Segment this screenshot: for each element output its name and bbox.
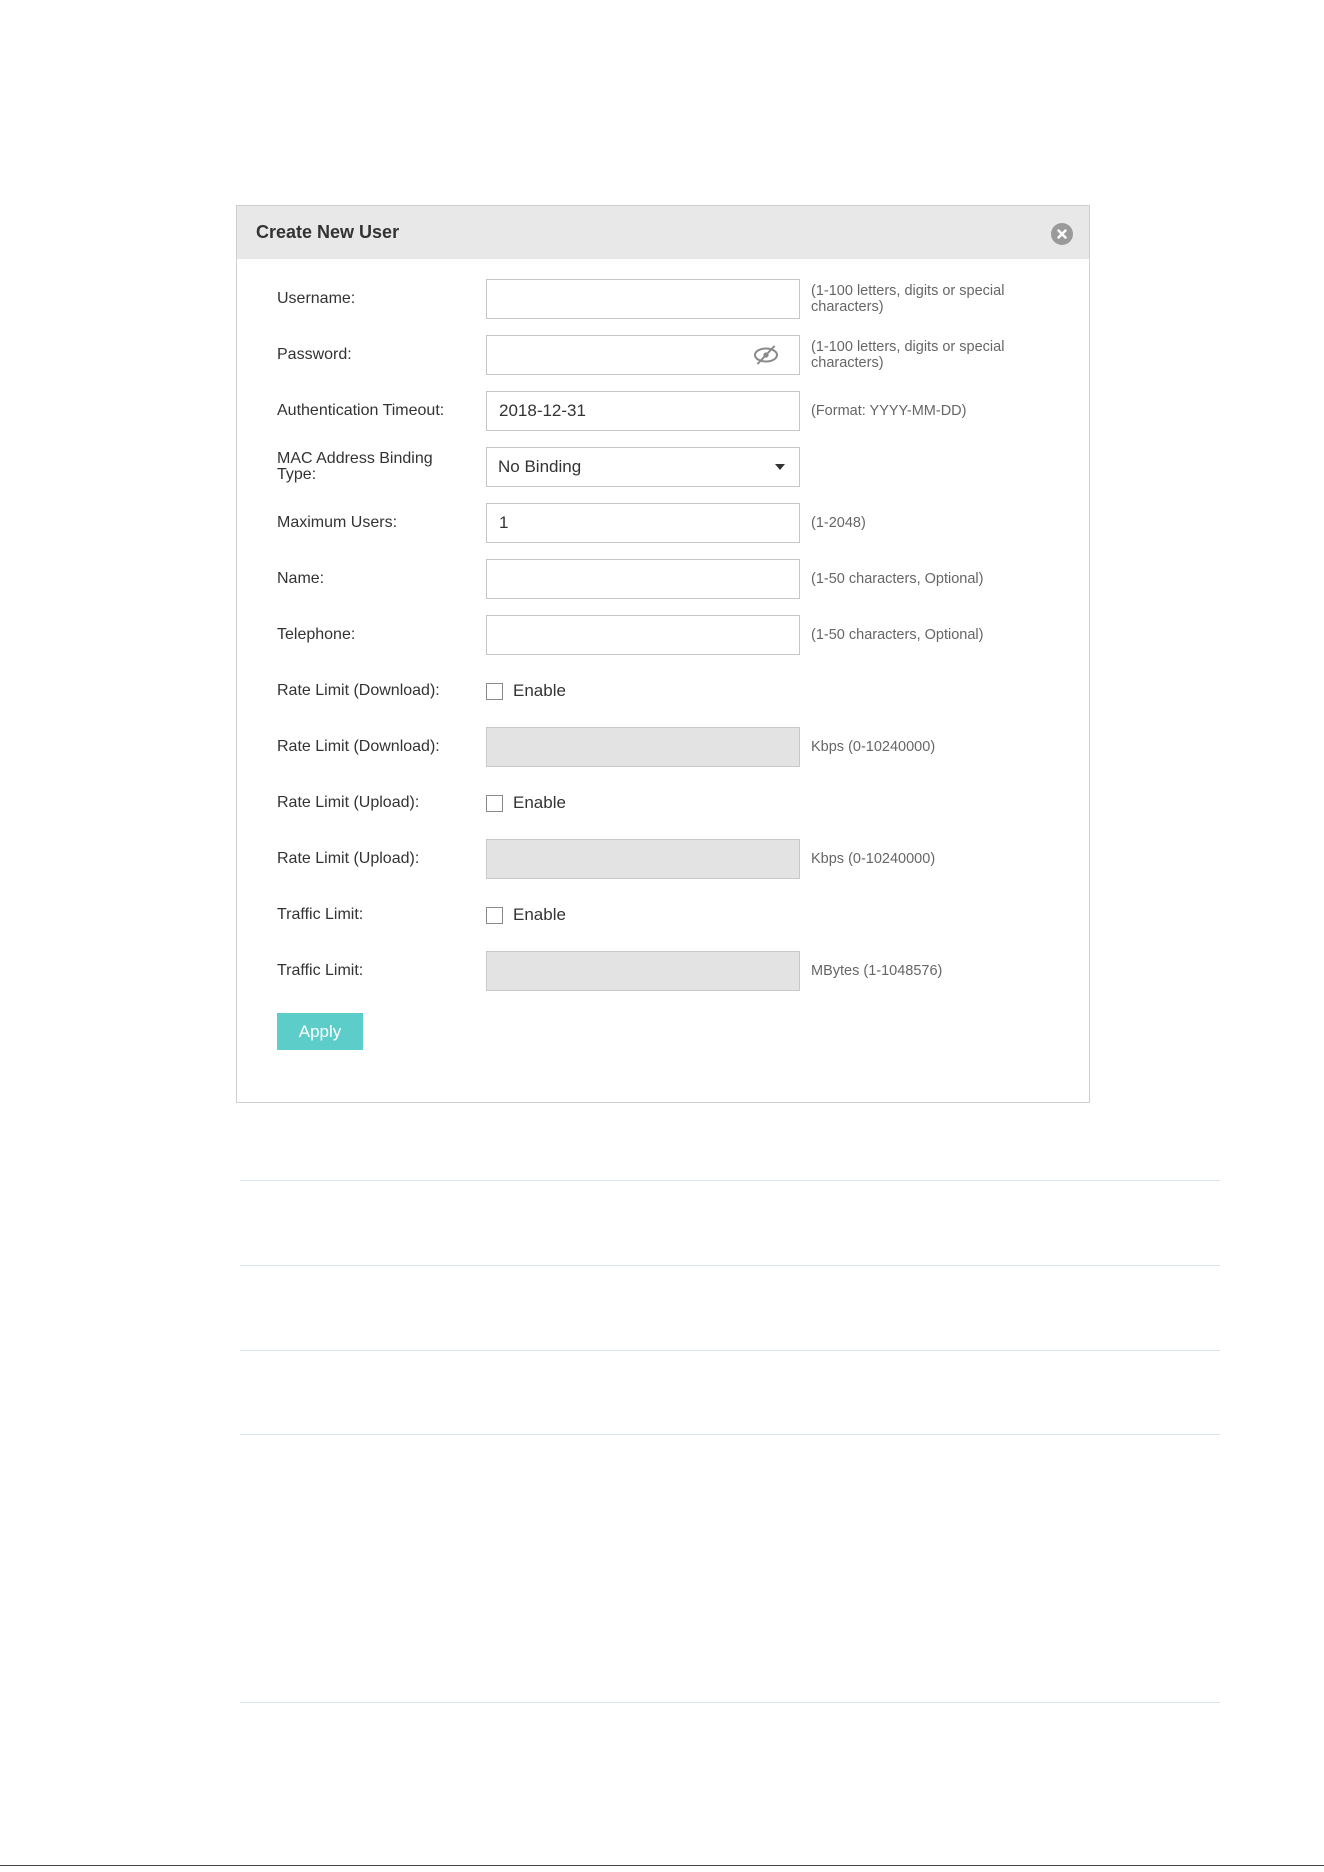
auth-timeout-label: Authentication Timeout: [277, 402, 445, 419]
mac-binding-select[interactable] [486, 447, 800, 487]
divider-line [240, 1434, 1220, 1435]
rate-upload-enable-row [277, 783, 1077, 823]
rate-download-enable-toggle[interactable] [486, 671, 566, 711]
rate-download-enable-row [277, 671, 1077, 711]
auth-timeout-hint: (Format: YYYY-MM-DD) [811, 403, 967, 419]
password-hint: (1-100 letters, digits or special characters) [811, 339, 1005, 371]
traffic-enable-label: Traffic Limit: [277, 906, 364, 923]
rate-download-value-label: Rate Limit (Download): [277, 738, 440, 755]
name-label: Name: [277, 570, 325, 587]
username-hint: (1-100 letters, digits or special characters) [811, 283, 1005, 315]
name-row [277, 559, 1077, 599]
page-footer-line [0, 1865, 1324, 1866]
apply-button[interactable]: Apply [277, 1013, 363, 1050]
rate-upload-input [486, 839, 800, 879]
auth-timeout-input[interactable] [486, 391, 800, 431]
traffic-enable-row [277, 895, 1077, 935]
rate-upload-enable-toggle[interactable] [486, 783, 566, 823]
username-label: Username: [277, 290, 356, 307]
traffic-value-label: Traffic Limit: [277, 962, 364, 979]
rate-upload-enable-label: Rate Limit (Upload): [277, 794, 420, 811]
rate-download-checkbox[interactable] [486, 683, 503, 700]
rate-upload-value-label: Rate Limit (Upload): [277, 850, 420, 867]
name-input[interactable] [486, 559, 800, 599]
traffic-hint: MBytes (1-1048576) [811, 963, 943, 979]
create-user-dialog [236, 205, 1090, 1103]
rate-download-hint: Kbps (0-10240000) [811, 739, 936, 755]
rate-download-enable-text: Enable [513, 681, 566, 700]
name-hint: (1-50 characters, Optional) [811, 571, 984, 587]
chevron-down-icon [775, 464, 785, 470]
max-users-hint: (1-2048) [811, 515, 866, 531]
telephone-hint: (1-50 characters, Optional) [811, 627, 984, 643]
eye-slash-icon[interactable] [753, 345, 779, 365]
max-users-label: Maximum Users: [277, 514, 398, 531]
rate-upload-checkbox[interactable] [486, 795, 503, 812]
rate-download-enable-label: Rate Limit (Download): [277, 682, 440, 699]
telephone-input[interactable] [486, 615, 800, 655]
telephone-row [277, 615, 1077, 655]
rate-upload-hint: Kbps (0-10240000) [811, 851, 936, 867]
auth-timeout-row [277, 391, 1077, 431]
rate-download-value-row [277, 727, 1077, 767]
password-row [277, 335, 1077, 375]
max-users-row [277, 503, 1077, 543]
traffic-value-row [277, 951, 1077, 991]
mac-binding-row [277, 447, 1077, 487]
password-label: Password: [277, 346, 352, 363]
mac-binding-label: MAC Address Binding Type: [277, 450, 433, 483]
dialog-header [237, 206, 1089, 259]
traffic-enable-toggle[interactable] [486, 895, 566, 935]
close-circle-icon [1051, 223, 1073, 245]
rate-download-input [486, 727, 800, 767]
divider-line [240, 1180, 1220, 1181]
close-button[interactable] [1051, 223, 1073, 245]
traffic-checkbox[interactable] [486, 907, 503, 924]
rate-upload-enable-text: Enable [513, 793, 566, 812]
username-input[interactable] [486, 279, 800, 319]
divider-line [240, 1265, 1220, 1266]
traffic-input [486, 951, 800, 991]
rate-upload-value-row [277, 839, 1077, 879]
divider-line [240, 1702, 1220, 1703]
divider-line [240, 1350, 1220, 1351]
telephone-label: Telephone: [277, 626, 356, 643]
max-users-input[interactable] [486, 503, 800, 543]
dialog-title: Create New User [256, 222, 400, 242]
mac-binding-selected: No Binding [498, 457, 582, 476]
traffic-enable-text: Enable [513, 905, 566, 924]
username-row [277, 279, 1077, 319]
